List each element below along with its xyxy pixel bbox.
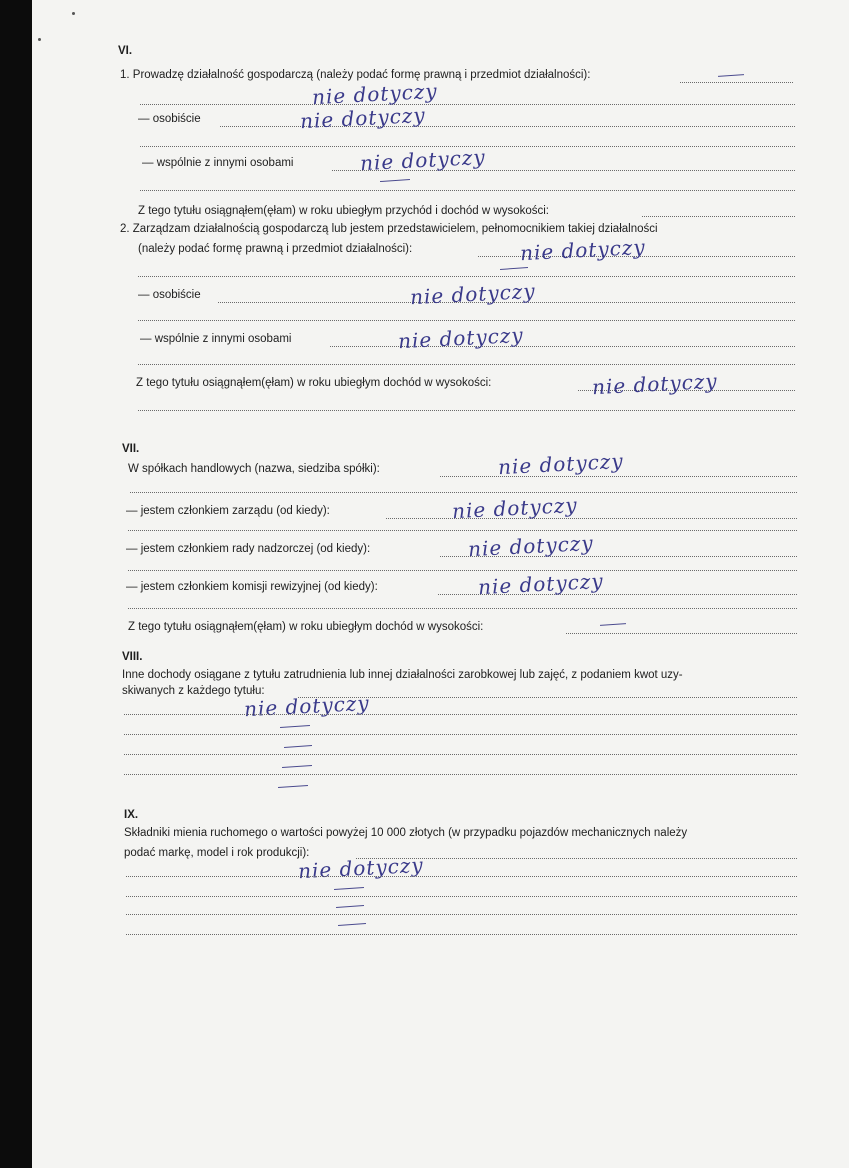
vii-spolki-label: W spółkach handlowych (nazwa, siedziba spółki): xyxy=(128,463,380,475)
vi-item2-label-cont: (należy podać formę prawną i przedmiot działalności): xyxy=(138,243,413,255)
fill-line xyxy=(140,190,795,191)
fill-line xyxy=(140,104,795,105)
fill-line xyxy=(642,216,795,217)
handwritten-nie-dotyczy: nie dotyczy xyxy=(477,568,605,600)
vii-zarzad-label: — jestem członkiem zarządu (od kiedy): xyxy=(126,505,330,517)
fill-line xyxy=(138,410,795,411)
handwritten-nie-dotyczy: nie dotyczy xyxy=(299,102,427,134)
fill-line xyxy=(138,320,795,321)
vi-item1-osobiscie-label: — osobiście xyxy=(138,113,201,125)
fill-line xyxy=(386,518,797,519)
vii-komisja-label: — jestem członkiem komisji rewizyjnej (od kiedy): xyxy=(126,581,378,593)
fill-line xyxy=(126,914,797,915)
viii-label-cont: skiwanych z każdego tytułu: xyxy=(122,685,265,697)
ix-label-cont: podać markę, model i rok produkcji): xyxy=(124,847,310,859)
fill-line xyxy=(124,734,797,735)
section-vi-heading: VI. xyxy=(118,45,133,57)
vi-item1-income-label: Z tego tytułu osiągnąłem(ęłam) w roku ubiegłym przychód i dochód w wysokości: xyxy=(138,205,549,217)
handwritten-nie-dotyczy: nie dotyczy xyxy=(591,368,719,400)
fill-line xyxy=(138,364,795,365)
paper-speck xyxy=(72,12,75,15)
fill-line xyxy=(126,934,797,935)
handwritten-nie-dotyczy: nie dotyczy xyxy=(451,492,579,524)
handwritten-nie-dotyczy: nie dotyczy xyxy=(497,448,625,480)
handwritten-nie-dotyczy: nie dotyczy xyxy=(359,144,487,176)
fill-line xyxy=(440,476,797,477)
handwritten-nie-dotyczy: nie dotyczy xyxy=(397,322,525,354)
fill-line xyxy=(128,608,797,609)
vi-item1-wspolnie-label: — wspólnie z innymi osobami xyxy=(142,157,294,169)
vii-income-label: Z tego tytułu osiągnąłem(ęłam) w roku ubiegłym dochód w wysokości: xyxy=(128,621,484,633)
handwritten-nie-dotyczy: nie dotyczy xyxy=(467,530,595,562)
vii-rada-label: — jestem członkiem rady nadzorczej (od kiedy): xyxy=(126,543,371,555)
fill-line xyxy=(298,697,797,698)
handwritten-nie-dotyczy: nie dotyczy xyxy=(409,278,537,310)
vi-item1-label: 1. Prowadzę działalność gospodarczą (należy podać formę prawną i przedmiot działalności): xyxy=(120,69,591,81)
handwritten-nie-dotyczy: nie dotyczy xyxy=(297,852,425,884)
handwritten-nie-dotyczy: nie dotyczy xyxy=(243,690,371,722)
vi-item2-wspolnie-label: — wspólnie z innymi osobami xyxy=(140,333,292,345)
ix-label: Składniki mienia ruchomego o wartości powyżej 10 000 złotych (w przypadku pojazdów mechanicznych należy xyxy=(124,827,688,839)
fill-line xyxy=(124,754,797,755)
section-viii-heading: VIII. xyxy=(122,651,143,663)
viii-label: Inne dochody osiągane z tytułu zatrudnienia lub innej działalności zarobkowej lub zajęć, z podaniem kwot uzy- xyxy=(122,669,683,681)
fill-line xyxy=(126,876,797,877)
fill-line xyxy=(124,714,797,715)
handwritten-nie-dotyczy: nie dotyczy xyxy=(311,78,439,110)
fill-line xyxy=(126,896,797,897)
paper-speck xyxy=(38,38,41,41)
handwritten-nie-dotyczy: nie dotyczy xyxy=(519,234,647,266)
section-ix-heading: IX. xyxy=(124,809,139,821)
vi-item2-income-label: Z tego tytułu osiągnąłem(ęłam) w roku ubiegłym dochód w wysokości: xyxy=(136,377,492,389)
section-vii-heading: VII. xyxy=(122,443,140,455)
fill-line xyxy=(128,570,797,571)
fill-line xyxy=(130,492,797,493)
fill-line xyxy=(680,82,793,83)
fill-line xyxy=(128,530,797,531)
fill-line xyxy=(138,276,795,277)
fill-line xyxy=(124,774,797,775)
vi-item2-osobiscie-label: — osobiście xyxy=(138,289,201,301)
fill-line xyxy=(566,633,797,634)
vi-item2-label: 2. Zarządzam działalnością gospodarczą lub jestem przedstawicielem, pełnomocnikiem takiej działalności xyxy=(120,223,658,235)
